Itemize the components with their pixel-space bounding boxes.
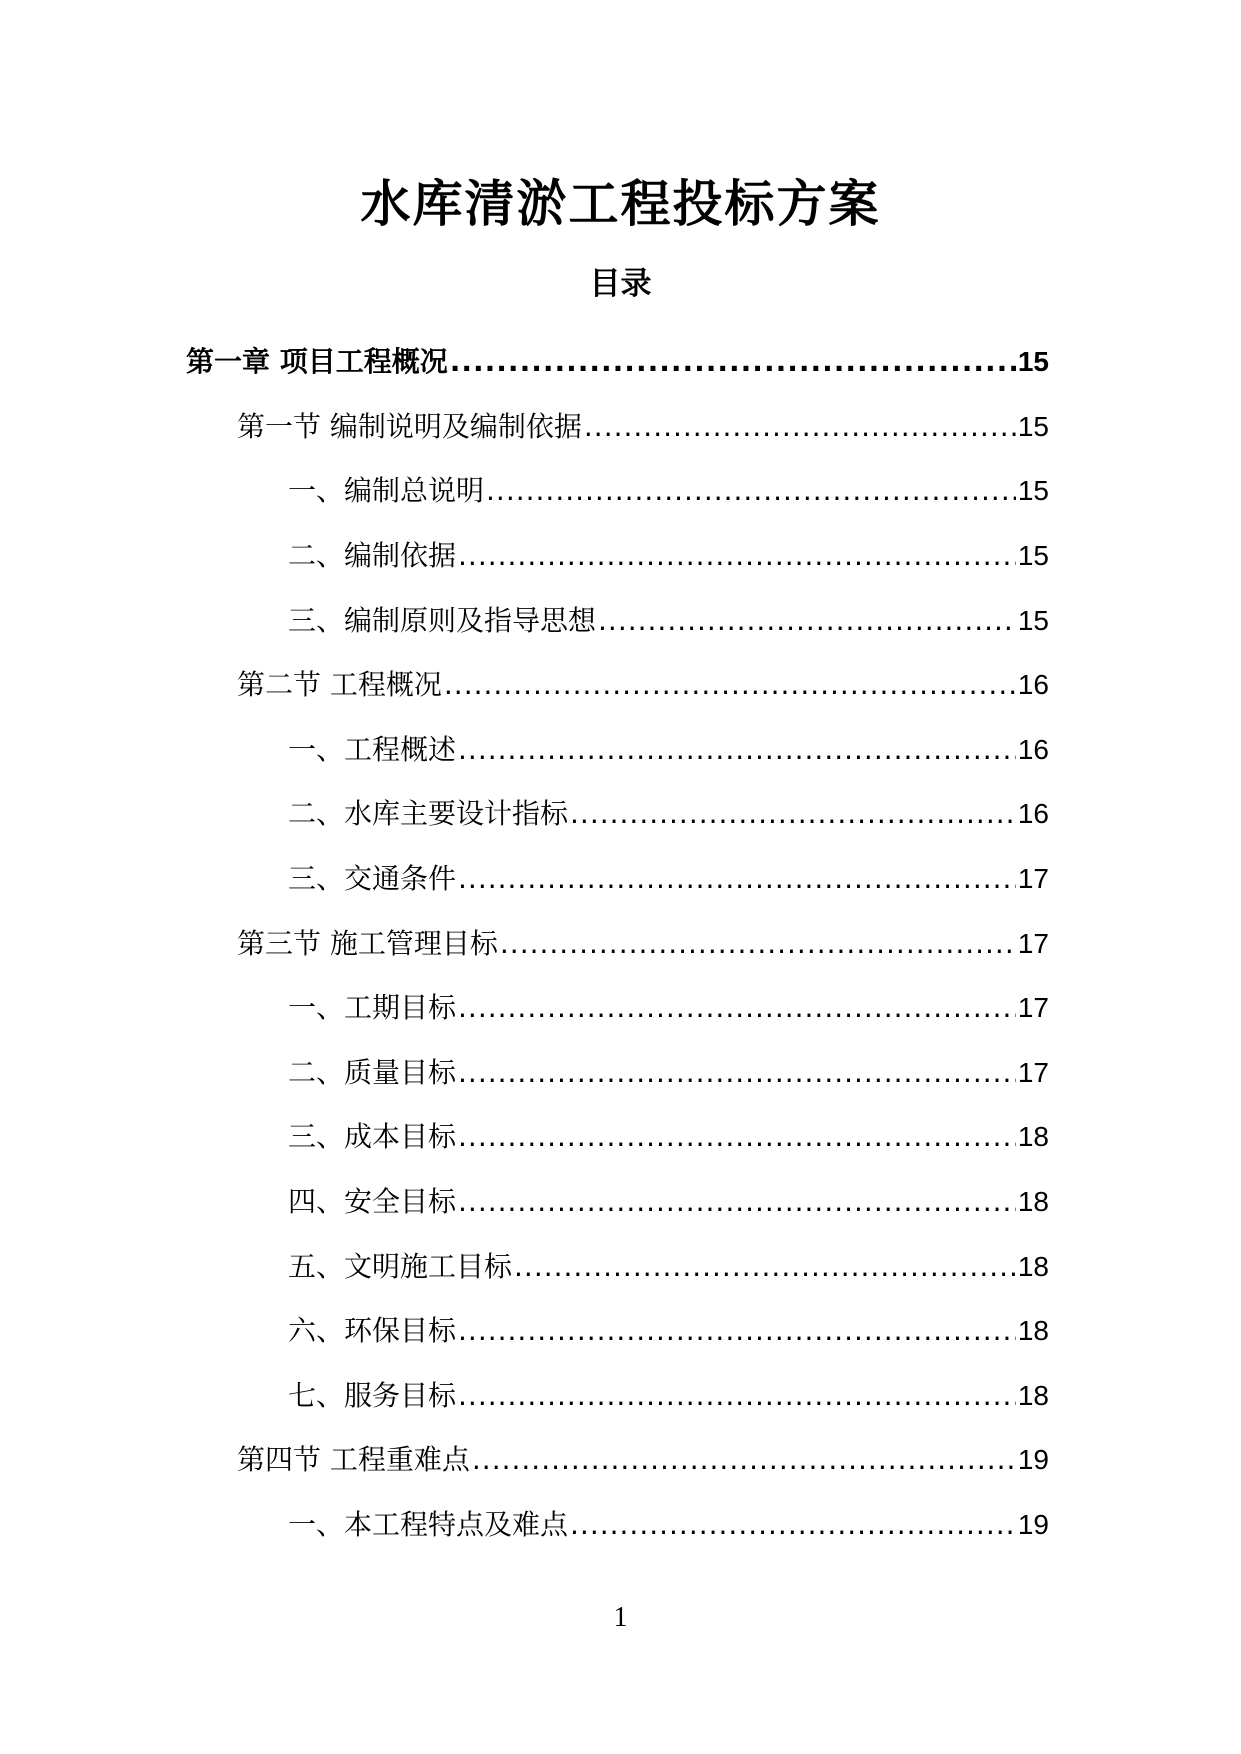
toc-dot-leader [570, 1507, 1016, 1543]
toc-entry-label: 四、安全目标 [288, 1185, 457, 1219]
toc-dot-leader [458, 732, 1016, 768]
table-of-contents [0, 330, 1241, 1557]
toc-entry-item[interactable] [0, 459, 1241, 524]
toc-entry-page-number: 16 [1017, 798, 1049, 830]
toc-dot-leader [598, 603, 1016, 639]
toc-entry-page-number: 18 [1017, 1121, 1049, 1153]
toc-entry-label: 二、质量目标 [288, 1055, 457, 1089]
toc-entry-page-number: 15 [1017, 604, 1049, 636]
toc-entry-label: 五、文明施工目标 [288, 1249, 513, 1283]
toc-entry-label: 一、编制总说明 [288, 474, 485, 508]
toc-entry-label: 三、编制原则及指导思想 [288, 603, 597, 637]
toc-entry-item[interactable] [0, 847, 1241, 912]
toc-entry-page-number: 17 [1017, 927, 1049, 959]
toc-entry-page-number: 17 [1017, 1056, 1049, 1088]
toc-dot-leader [500, 926, 1016, 962]
toc-entry-label: 七、服务目标 [288, 1378, 457, 1412]
toc-entry-label: 第二节 工程概况 [237, 668, 442, 702]
toc-dot-leader [458, 1184, 1016, 1220]
document-title: 水库清淤工程投标方案 [360, 175, 881, 233]
toc-dot-leader [458, 538, 1016, 574]
toc-dot-leader [450, 344, 1016, 380]
toc-entry-label: 第一章 项目工程概况 [186, 345, 448, 379]
toc-dot-leader [458, 861, 1016, 897]
toc-entry-page-number: 16 [1017, 733, 1049, 765]
toc-entry-item[interactable] [0, 588, 1241, 653]
toc-dot-leader [570, 796, 1016, 832]
toc-entry-section[interactable] [0, 911, 1241, 976]
page-number: 1 [613, 1602, 628, 1633]
toc-entry-label: 一、工期目标 [288, 991, 457, 1025]
toc-entry-label: 一、本工程特点及难点 [288, 1507, 569, 1541]
toc-entry-page-number: 18 [1017, 1379, 1049, 1411]
toc-entry-label: 二、水库主要设计指标 [288, 797, 569, 831]
toc-entry-section[interactable] [0, 1428, 1241, 1493]
toc-entry-item[interactable] [0, 1170, 1241, 1235]
toc-entry-page-number: 18 [1017, 1315, 1049, 1347]
toc-entry-item[interactable] [0, 1299, 1241, 1364]
toc-dot-leader [458, 1378, 1016, 1414]
toc-entry-label: 一、工程概述 [288, 732, 457, 766]
toc-dot-leader [486, 473, 1016, 509]
toc-dot-leader [458, 990, 1016, 1026]
toc-entry-item[interactable] [0, 782, 1241, 847]
toc-dot-leader [514, 1249, 1016, 1285]
toc-entry-page-number: 18 [1017, 1186, 1049, 1218]
toc-entry-label: 第三节 施工管理目标 [237, 926, 498, 960]
toc-entry-chapter[interactable] [0, 330, 1241, 395]
toc-entry-item[interactable] [0, 976, 1241, 1041]
toc-entry-item[interactable] [0, 718, 1241, 783]
toc-entry-item[interactable] [0, 524, 1241, 589]
toc-entry-page-number: 15 [1017, 475, 1049, 507]
toc-entry-item[interactable] [0, 1234, 1241, 1299]
toc-entry-label: 三、交通条件 [288, 862, 457, 896]
toc-entry-label: 第一节 编制说明及编制依据 [237, 409, 582, 443]
toc-entry-page-number: 16 [1017, 669, 1049, 701]
toc-entry-page-number: 18 [1017, 1250, 1049, 1282]
toc-dot-leader [584, 409, 1016, 445]
toc-entry-item[interactable] [0, 1493, 1241, 1558]
toc-entry-page-number: 17 [1017, 863, 1049, 895]
toc-entry-page-number: 15 [1017, 410, 1049, 442]
toc-entry-item[interactable] [0, 1105, 1241, 1170]
toc-dot-leader [458, 1119, 1016, 1155]
toc-entry-page-number: 17 [1017, 992, 1049, 1024]
toc-entry-item[interactable] [0, 1041, 1241, 1106]
toc-entry-page-number: 19 [1017, 1444, 1049, 1476]
toc-entry-page-number: 19 [1017, 1508, 1049, 1540]
toc-dot-leader [458, 1313, 1016, 1349]
toc-entry-page-number: 15 [1017, 346, 1049, 378]
toc-dot-leader [458, 1055, 1016, 1091]
toc-entry-label: 三、成本目标 [288, 1120, 457, 1154]
toc-entry-section[interactable] [0, 653, 1241, 718]
toc-entry-page-number: 15 [1017, 540, 1049, 572]
toc-entry-section[interactable] [0, 395, 1241, 460]
toc-entry-label: 二、编制依据 [288, 539, 457, 573]
toc-dot-leader [444, 667, 1016, 703]
toc-entry-item[interactable] [0, 1364, 1241, 1429]
toc-entry-label: 第四节 工程重难点 [237, 1443, 470, 1477]
toc-entry-label: 六、环保目标 [288, 1314, 457, 1348]
toc-dot-leader [472, 1442, 1016, 1478]
toc-heading: 目录 [589, 266, 652, 302]
